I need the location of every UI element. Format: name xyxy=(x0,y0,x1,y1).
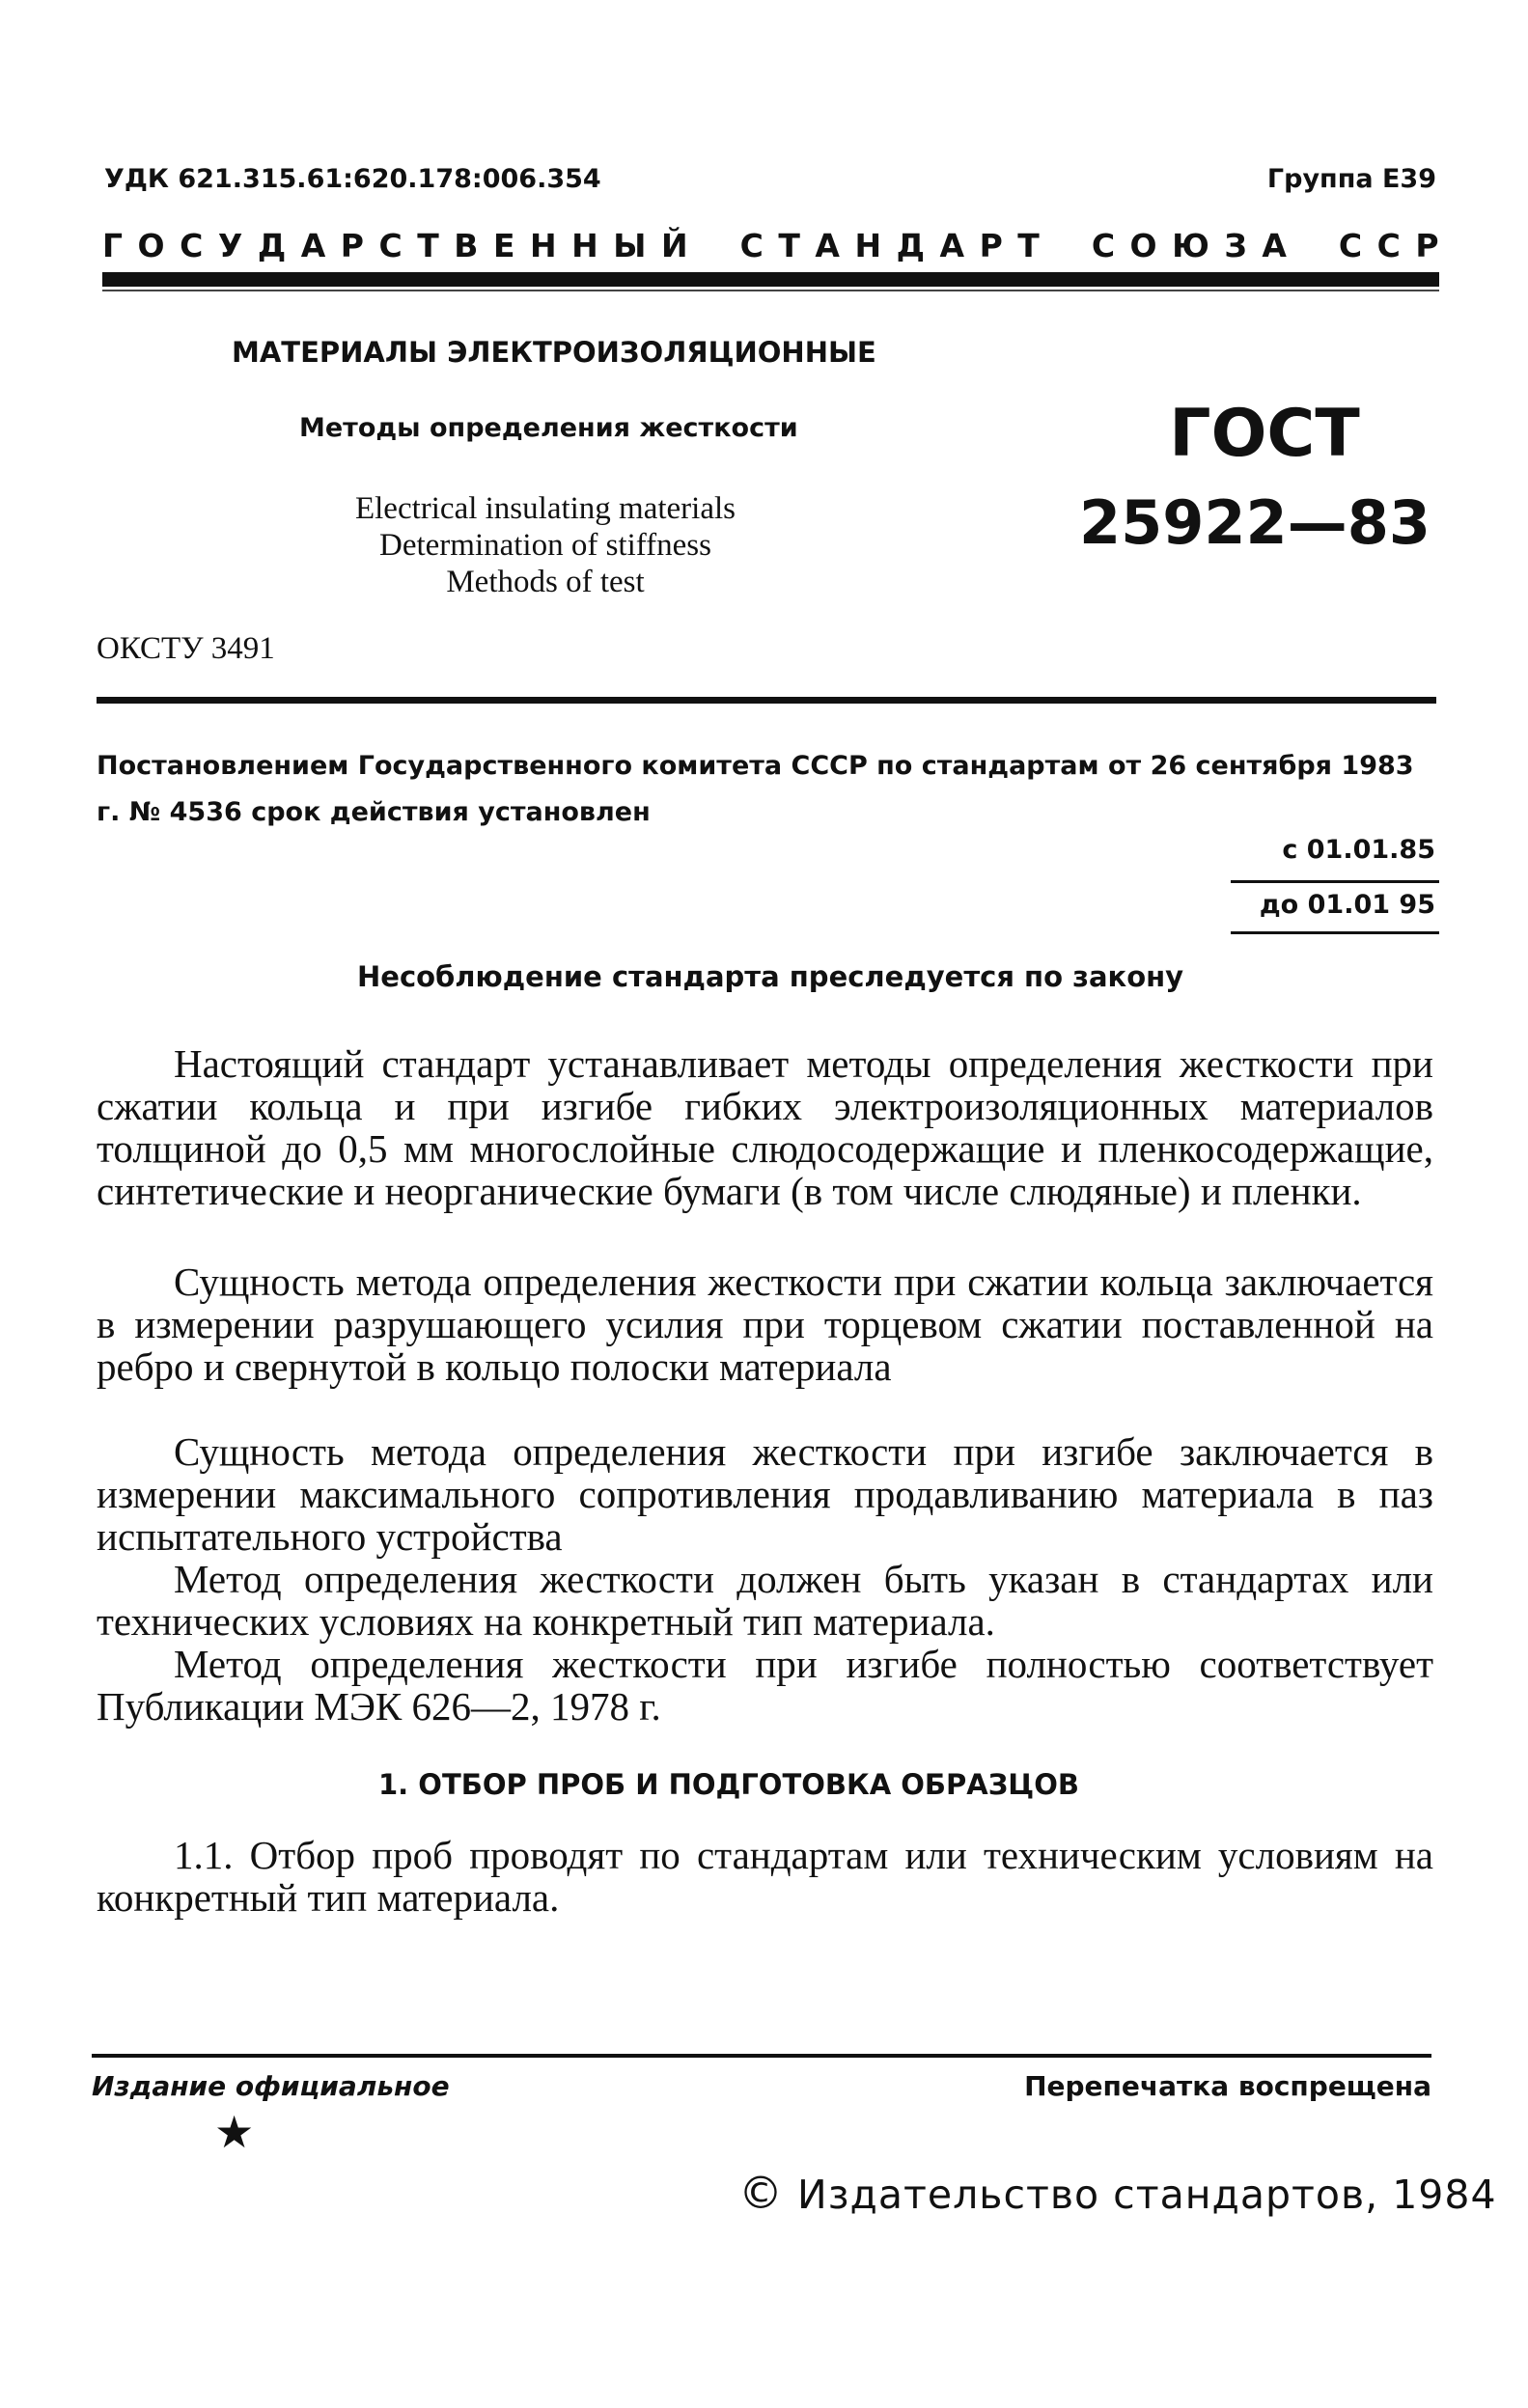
gost-number: 25922—83 xyxy=(1079,487,1431,558)
heading-letter: С xyxy=(1338,227,1363,264)
group-code: Группа Е39 xyxy=(1266,164,1436,194)
okstu-code: ОКСТУ 3491 xyxy=(97,631,275,666)
official-edition: Издание официальное xyxy=(92,2070,450,2102)
subtitle-russian: Методы определения жесткости xyxy=(299,413,798,443)
paragraph-method-spec xyxy=(97,1558,1433,1643)
paragraph-text: Сущность метода определения жесткости при изгибе заключается в измерении максимального сопротивления продавливанию материала в паз испытательного устройства xyxy=(97,1429,1433,1559)
decree-text: Постановлением Государственного комитета СССР по стандартам от 26 сентября 1983 г. № 4536 срок действия установлен xyxy=(97,751,1414,827)
heading-letter: О xyxy=(137,227,165,264)
heading-letter: З xyxy=(1224,227,1247,264)
heading-letter: Д xyxy=(257,227,287,264)
heading-letter: Р xyxy=(979,227,1003,264)
heading-letter: Т xyxy=(1017,227,1040,264)
heading-letter: С xyxy=(180,227,204,264)
effective-to-date: до 01.01 95 xyxy=(1259,890,1435,920)
header-thick-rule xyxy=(102,272,1439,287)
star-icon: ★ xyxy=(214,2108,255,2157)
paragraph-bend-method xyxy=(97,1430,1433,1558)
header-thin-rule xyxy=(102,290,1439,291)
reprint-prohibited: Перепечатка воспрещена xyxy=(1024,2070,1431,2102)
paragraph-iec xyxy=(97,1643,1433,1728)
heading-letter: Р xyxy=(1415,227,1439,264)
footer-rule xyxy=(92,2054,1431,2058)
heading-letter: Ы xyxy=(613,227,647,264)
heading-letter: Г xyxy=(102,227,124,264)
heading-letter xyxy=(1054,227,1076,264)
heading-letter: А xyxy=(939,227,965,264)
paragraph-text: Метод определения жесткости при изгибе полностью соответствует Публикации МЭК 626—2, 1978 г. xyxy=(97,1642,1433,1729)
heading-letter: В xyxy=(454,227,479,264)
title-english-line-2: Determination of stiffness xyxy=(379,528,711,563)
title-english xyxy=(319,490,772,600)
udc-code: УДК 621.315.61:620.178:006.354 xyxy=(104,164,601,194)
effective-from-date: с 01.01.85 xyxy=(1282,835,1435,865)
heading-letter: С xyxy=(1376,227,1401,264)
heading-letter: Д xyxy=(896,227,925,264)
heading-letter: А xyxy=(815,227,840,264)
heading-letter: Р xyxy=(340,227,364,264)
paragraph-text: Сущность метода определения жесткости при сжатии кольца заключается в измерении разрушающего усилия при торцевом сжатии поставленной на ребро и свернутой в кольцо полоски материала xyxy=(97,1259,1433,1389)
copyright-text: Издательство стандартов, 1984 xyxy=(797,2172,1497,2218)
middle-rule xyxy=(97,697,1436,704)
heading-letter: С xyxy=(739,227,764,264)
state-standard-heading xyxy=(102,227,1439,264)
date-rule-top xyxy=(1231,880,1439,883)
legal-warning: Несоблюдение стандарта преследуется по закону xyxy=(357,960,1184,993)
heading-letter: Н xyxy=(530,227,557,264)
copyright-icon: © xyxy=(738,2167,784,2219)
title-english-line-3: Methods of test xyxy=(446,565,645,599)
heading-letter: А xyxy=(300,227,326,264)
gost-label: ГОСТ xyxy=(1169,396,1360,472)
heading-letter: У xyxy=(217,227,243,264)
heading-letter: Н xyxy=(571,227,598,264)
paragraph-ring-method xyxy=(97,1260,1433,1388)
paragraph-1-1 xyxy=(97,1834,1433,1919)
heading-letter: Т xyxy=(417,227,439,264)
heading-letter: Е xyxy=(492,227,515,264)
heading-letter xyxy=(1301,227,1323,264)
heading-letter: О xyxy=(1129,227,1157,264)
paragraph-text: Настоящий стандарт устанавливает методы определения жесткости при сжатии кольца и при изгибе гибких электроизоляционных материалов толщиной до 0,5 мм многослойные слюдосодержащие и пленкосодержащие, синтетические и неорганические бумаги (в том числе слюдяные) и пленки. xyxy=(97,1041,1433,1213)
heading-letter: С xyxy=(1091,227,1116,264)
title-russian: МАТЕРИАЛЫ ЭЛЕКТРОИЗОЛЯЦИОННЫЕ xyxy=(232,336,876,369)
paragraph-text: Метод определения жесткости должен быть указан в стандартах или технических условиях на конкретный тип материала. xyxy=(97,1557,1433,1644)
heading-letter: Й xyxy=(661,227,688,264)
section-1-heading: 1. ОТБОР ПРОБ И ПОДГОТОВКА ОБРАЗЦОВ xyxy=(378,1768,1079,1801)
heading-letter: Н xyxy=(854,227,882,264)
date-rule-bottom xyxy=(1231,931,1439,934)
heading-letter: С xyxy=(378,227,403,264)
copyright-line xyxy=(738,2167,1497,2219)
heading-letter: А xyxy=(1262,227,1287,264)
heading-letter: Т xyxy=(778,227,800,264)
heading-letter xyxy=(703,227,725,264)
paragraph-text: 1.1. Отбор проб проводят по стандартам или техническим условиям на конкретный тип материала. xyxy=(97,1833,1433,1920)
title-english-line-1: Electrical insulating materials xyxy=(354,491,736,526)
heading-letter: Ю xyxy=(1172,227,1209,264)
paragraph-scope xyxy=(97,1042,1433,1212)
